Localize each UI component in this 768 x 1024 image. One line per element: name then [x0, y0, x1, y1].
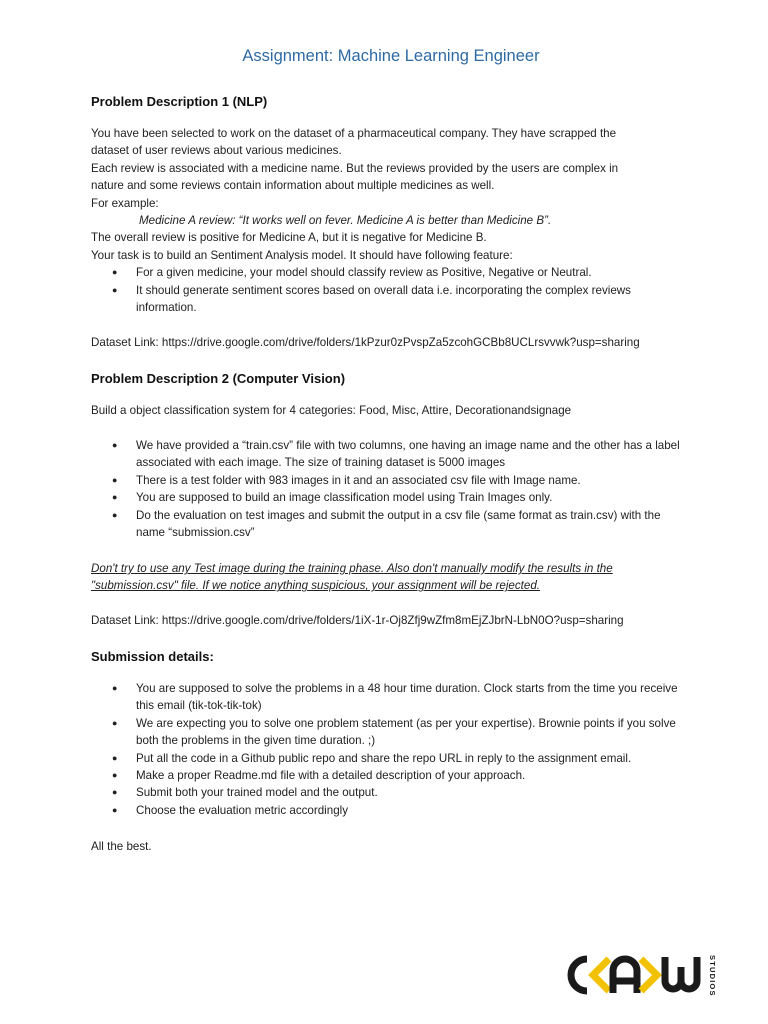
nlp-heading: Problem Description 1 (NLP): [91, 94, 268, 109]
text-line: "submission.csv" file. If we notice anything suspicious, your assignment will be rejected.: [91, 579, 540, 593]
list-item: ● Do the evaluation on test images and submit the output in a csv file (same format as train.csv) with the name “submission.csv”: [91, 507, 691, 542]
logo-chevron-right: [641, 959, 657, 991]
text-line: Don't try to use any Test image during the training phase. Also don't manually modify the results in the: [91, 562, 613, 575]
cv-warning: [91, 560, 691, 595]
logo-letter-c: [571, 959, 587, 991]
list-item: ● It should generate sentiment scores based on overall data i.e. incorporating the complex reviews information.: [91, 282, 656, 317]
nlp-bullet-list: [91, 264, 691, 316]
text-line: All the best.: [91, 840, 152, 853]
page-title: Assignment: Machine Learning Engineer: [242, 47, 540, 65]
text-line: dataset of user reviews about various medicines.: [91, 144, 342, 158]
example-review: Medicine A review: “It works well on fever. Medicine A is better than Medicine B”.: [139, 214, 552, 228]
submission-bullet-list: [91, 680, 691, 819]
logo-chevron-left: [593, 959, 609, 991]
text-line: You have been selected to work on the dataset of a pharmaceutical company. They have scrapped the: [91, 127, 617, 140]
nlp-intro: [91, 125, 691, 316]
text-line: Each review is associated with a medicine name. But the reviews provided by the users are complex in: [91, 161, 619, 175]
list-item: ● Put all the code in a Github public repo and share the repo URL in reply to the assignment email.: [91, 750, 691, 767]
submission-bullets: [91, 680, 691, 819]
submission-heading: Submission details:: [91, 649, 214, 664]
text-line: Build a object classification system for 4 categories: Food, Misc, Attire, Decorationandsignage: [91, 404, 572, 417]
caw-studios-logo: [557, 951, 717, 999]
dataset-link-text[interactable]: Dataset Link: https://drive.google.com/drive/folders/1iX-1r-Oj8Zfj9wZfm8mEjZJbrN-LbN0O?usp=sharing: [91, 614, 624, 627]
list-item: ● Make a proper Readme.md file with a detailed description of your approach.: [91, 767, 691, 784]
cv-intro: [91, 402, 691, 419]
list-item: ● For a given medicine, your model should classify review as Positive, Negative or Neutral.: [91, 264, 691, 281]
list-item: ● Choose the evaluation metric accordingly: [91, 802, 691, 819]
list-item: ● We have provided a “train.csv” file with two columns, one having an image name and the other has a label associated with each image. The size of training dataset is 5000 images: [91, 437, 691, 472]
text-line: nature and some reviews contain information about multiple medicines as well.: [91, 179, 495, 193]
cv-bullets: [91, 437, 691, 541]
list-item: ● You are supposed to solve the problems in a 48 hour time duration. Clock starts from the time you receive this email (tik-tok-tik-tok): [91, 680, 691, 715]
closing-text: [91, 838, 691, 855]
text-line: The overall review is positive for Medicine A, but it is negative for Medicine B.: [91, 231, 487, 245]
list-item: ● You are supposed to build an image classification model using Train Images only.: [91, 489, 691, 506]
logo-studios-text: STUDIOS: [708, 955, 717, 997]
text-line: For example:: [91, 196, 159, 210]
list-item: ● Submit both your trained model and the output.: [91, 784, 691, 801]
cv-heading: Problem Description 2 (Computer Vision): [91, 371, 346, 386]
logo-letter-w: [665, 957, 697, 989]
dataset-link-text[interactable]: Dataset Link: https://drive.google.com/drive/folders/1kPzur0zPvspZa5zcohGCBb8UCLrsvvwk?usp=sharing: [91, 336, 640, 349]
list-item: ● There is a test folder with 983 images in it and an associated csv file with Image name.: [91, 472, 691, 489]
cv-bullet-list: [91, 437, 691, 541]
list-item: ● We are expecting you to solve one problem statement (as per your expertise). Brownie points if you solve both the problems in the given time duration. ;): [91, 715, 691, 750]
cv-dataset-link[interactable]: [91, 612, 691, 629]
nlp-dataset-link[interactable]: [91, 334, 691, 351]
logo-letter-a: [613, 959, 637, 993]
text-line: Your task is to build an Sentiment Analysis model. It should have following feature:: [91, 248, 513, 262]
